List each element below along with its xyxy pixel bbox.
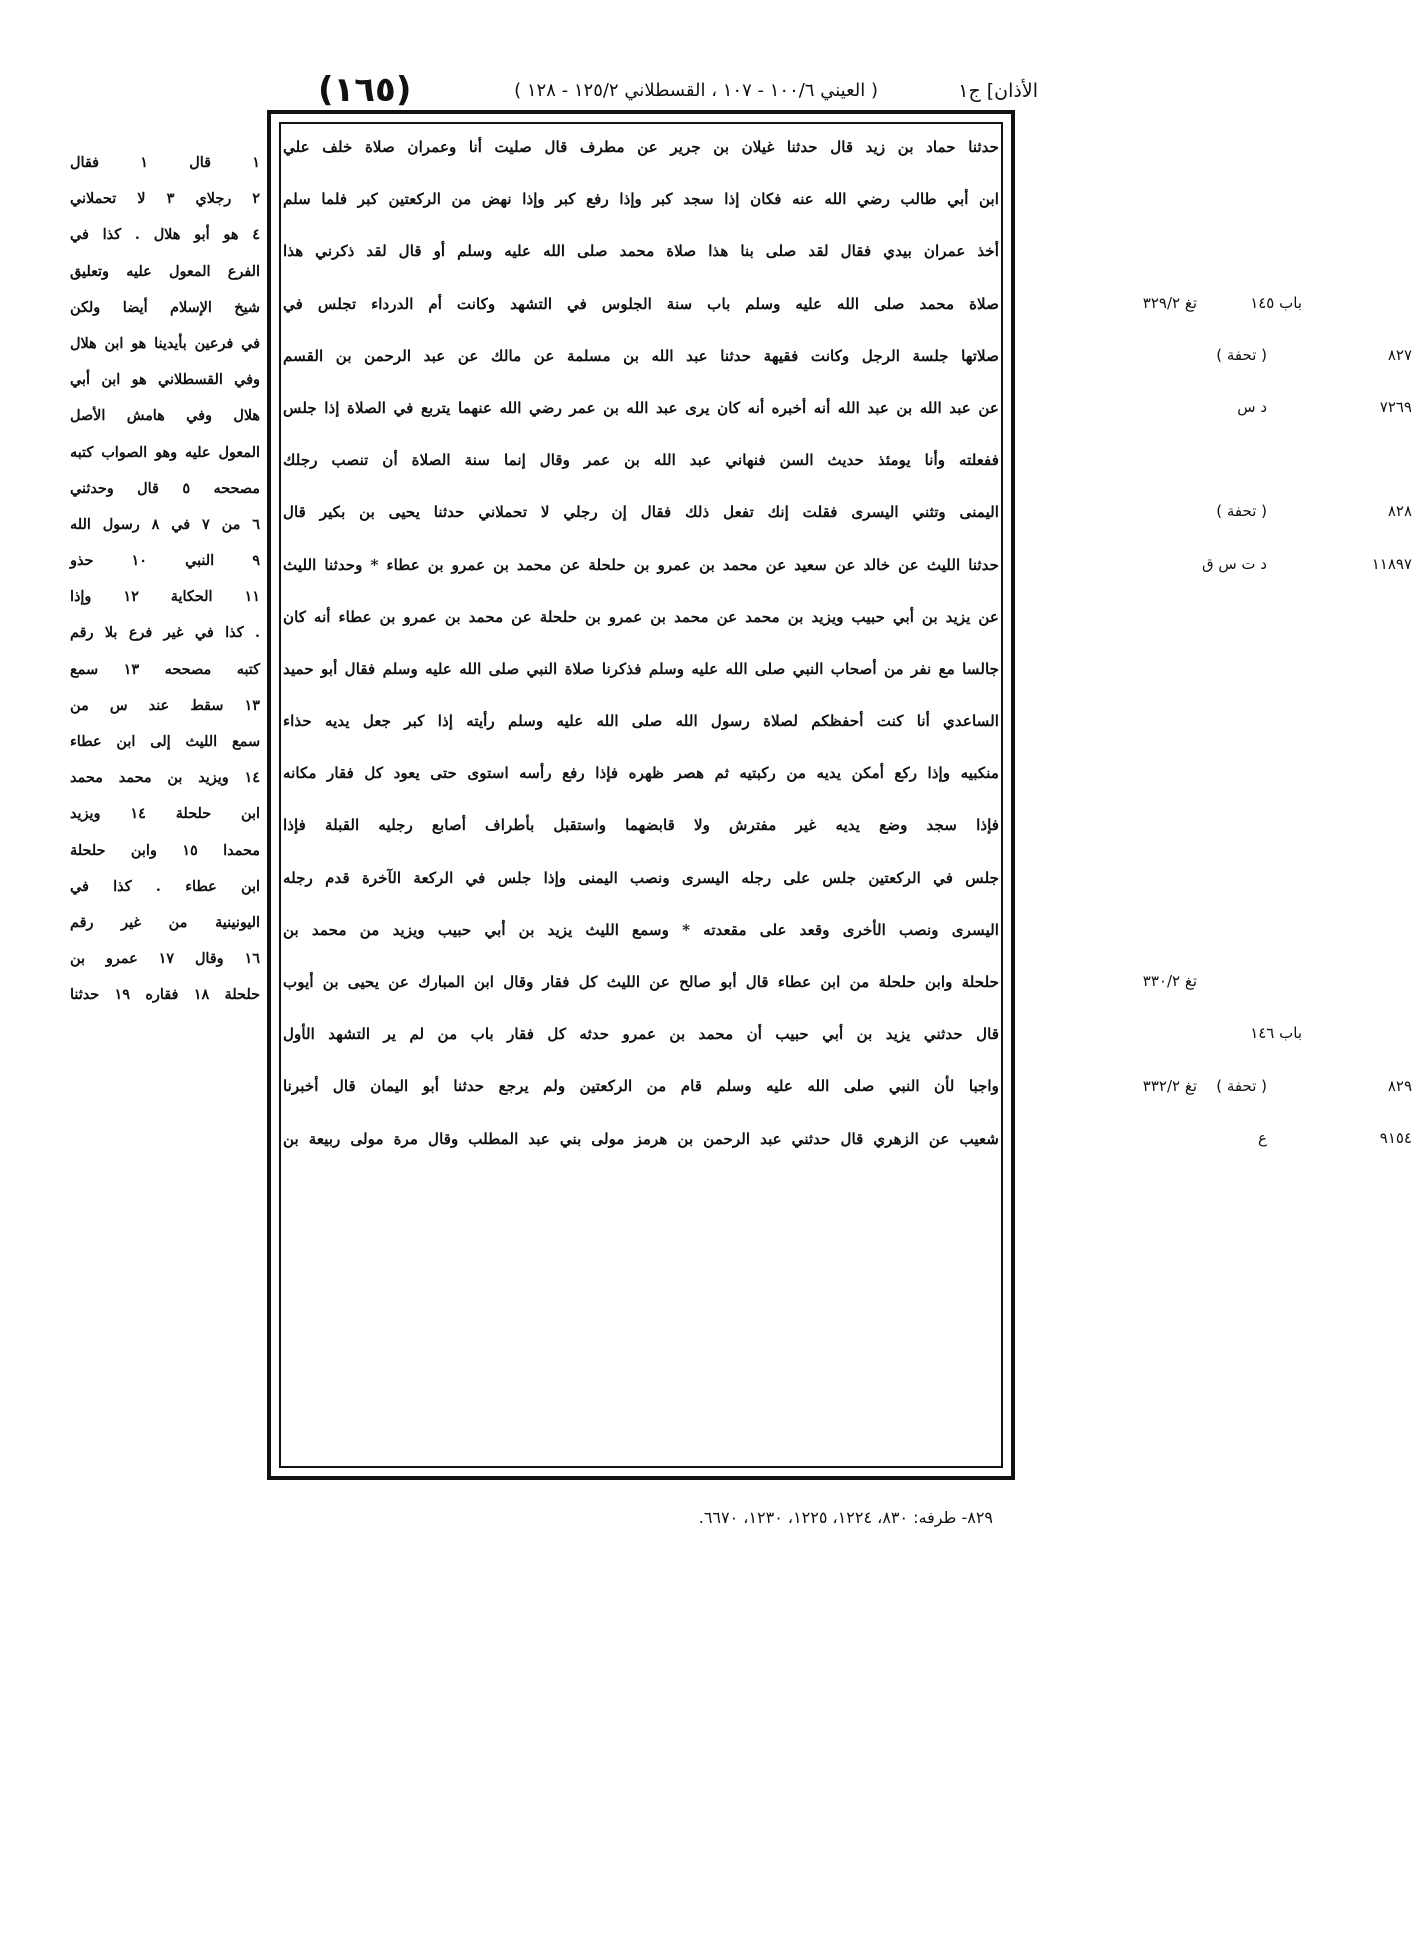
margin-note-line: سمع الليث إلى ابن عطاء	[70, 733, 260, 750]
main-text-line: اليمنى وتثني اليسرى فقلت إنك تفعل ذلك فقال إن رجلي لا تحملاني حدثنا يحيى بن بكير قال	[283, 503, 999, 522]
footnote-cross-reference: ٨٢٩- طرفه: ٨٣٠، ١٢٢٤، ١٢٢٥، ١٢٣٠، ٦٦٧٠.	[698, 1508, 993, 1527]
margin-note-line: ١١ الحكاية ١٢ وإذا	[70, 588, 260, 606]
margin-note-line: ١٣ سقط عند س من	[70, 696, 260, 714]
margin-tuhfa-number: ١١٨٩٧	[1371, 554, 1412, 573]
margin-page-reference: تغ ٣٣٢/٢	[1142, 1076, 1197, 1095]
margin-tuhfa-number: ٩١٥٤	[1379, 1128, 1412, 1147]
margin-note-line: . كذا في غير فرع بلا رقم	[70, 624, 260, 642]
main-text-line: جالسا مع نفر من أصحاب النبي صلى الله عليه وسلم فذكرنا صلاة النبي صلى الله عليه وسلم فقال أبو حميد	[283, 659, 999, 678]
margin-page-reference: تغ ٣٣٠/٢	[1142, 972, 1197, 991]
margin-tuhfa-label: ( تحفة )	[1216, 1076, 1267, 1095]
margin-note-line: في فرعين بأيدينا هو ابن هلال	[70, 334, 260, 352]
page-number: (١٦٥)	[318, 70, 412, 110]
margin-note-line: ١٤ ويزيد بن محمد محمد	[70, 769, 260, 787]
right-margin-references	[1017, 121, 1412, 1321]
margin-tuhfa-label: ( تحفة )	[1216, 502, 1267, 521]
margin-note-line: مصححه ٥ قال وحدثني	[70, 479, 260, 497]
margin-tuhfa-label: ( تحفة )	[1216, 345, 1267, 364]
margin-note-line: حلحلة ١٨ فقاره ١٩ حدثنا	[70, 986, 260, 1004]
margin-page-reference: تغ ٣٢٩/٢	[1142, 293, 1197, 312]
main-text-line: واجبا لأن النبي صلى الله عليه وسلم قام من الركعتين ولم يرجع حدثنا أبو اليمان قال أخبرنا	[283, 1077, 999, 1096]
main-text-line: قال حدثني يزيد بن أبي حبيب أن محمد بن عمرو حدثه كل فقار باب من لم ير التشهد الأول	[283, 1025, 999, 1044]
main-text-line: أخذ عمران بيدي فقال لقد صلى بنا هذا صلاة محمد صلى الله عليه وسلم أو قال لقد ذكرني هذا	[283, 242, 999, 261]
main-text-line: شعيب عن الزهري قال حدثني عبد الرحمن بن هرمز مولى بني عبد المطلب وقال مرة مولى ربيعة بن	[283, 1129, 999, 1148]
main-text-line: ففعلته وأنا يومئذ حديث السن فنهاني عبد الله بن عمر وقال إنما سنة الصلاة أن تنصب رجلك	[283, 451, 999, 470]
margin-note-line: ١٦ وقال ١٧ عمرو بن	[70, 950, 260, 968]
margin-note-line: كتبه مصححه ١٣ سمع	[70, 660, 260, 678]
margin-source-sigla: د ت س ق	[1201, 554, 1267, 573]
margin-bab-label: باب ١٤٥	[1250, 293, 1302, 312]
main-text-line: منكبيه وإذا ركع أمكن يديه من ركبتيه ثم هصر ظهره فإذا رفع رأسه استوى حتى يعود كل فقار مكانه	[283, 764, 999, 783]
main-text-line: اليسرى ونصب الأخرى وقعد على مقعدته * وسمع الليث يزيد بن أبي حبيب ويزيد من محمد بن	[283, 920, 999, 939]
margin-note-line: اليونينية من غير رقم	[70, 913, 260, 931]
main-text-block	[275, 121, 1007, 1165]
running-header-references: ( العيني ١٠٠/٦ - ١٠٧ ، القسطلاني ١٢٥/٢ - ١٢٨ )	[514, 80, 878, 101]
margin-note-line: ١ قال ١ فقال	[70, 154, 260, 171]
margin-source-sigla: د س	[1237, 398, 1267, 416]
margin-note-line: ٢ رجلاي ٣ لا تحملاني	[70, 190, 260, 208]
margin-note-line: وفي القسطلاني هو ابن أبي	[70, 371, 260, 389]
main-text-line: ابن أبي طالب رضي الله عنه فكان إذا سجد كبر وإذا رفع كبر وإذا نهض من الركعتين كبر فلما سلم	[283, 190, 999, 209]
left-margin-variant-notes	[70, 145, 260, 1014]
margin-tuhfa-number: ٨٢٩	[1387, 1076, 1412, 1095]
margin-note-line: هلال وفي هامش الأصل	[70, 407, 260, 425]
margin-tuhfa-number: ٨٢٨	[1387, 502, 1412, 521]
margin-note-line: الفرع المعول عليه وتعليق	[70, 262, 260, 280]
main-text-line: صلاة محمد صلى الله عليه وسلم باب سنة الجلوس في التشهد وكانت أم الدرداء تجلس في	[283, 294, 999, 313]
margin-note-line: ٤ هو أبو هلال . كذا في	[70, 226, 260, 244]
main-text-line: جلس في الركعتين جلس على رجله اليسرى ونصب اليمنى وإذا جلس في الركعة الآخرة قدم رجله	[283, 868, 1000, 887]
margin-source-sigla: ع	[1258, 1128, 1267, 1147]
main-text-line: حلحلة وابن حلحلة من ابن عطاء قال أبو صالح عن الليث كل فقار وقال ابن المبارك عن يحيى بن أيوب	[283, 973, 999, 991]
main-text-line: عن عبد الله بن عبد الله أنه أخبره أنه كان يرى عبد الله بن عمر رضي الله عنهما يتربع في الصلاة إذا جلس	[283, 398, 999, 417]
margin-tuhfa-number: ٧٢٦٩	[1379, 398, 1412, 416]
margin-note-line: محمدا ١٥ وابن حلحلة	[70, 841, 260, 859]
main-text-line: عن يزيد بن أبي حبيب ويزيد بن محمد عن محمد بن عمرو بن حلحلة عن محمد بن عمرو بن عطاء أنه كان	[283, 607, 999, 626]
margin-tuhfa-number: ٨٢٧	[1387, 345, 1412, 364]
margin-bab-label: باب ١٤٦	[1250, 1024, 1302, 1043]
main-text-line: حدثنا حماد بن زيد قال حدثنا غيلان بن جرير عن مطرف قال صليت أنا وعمران صلاة خلف علي	[283, 138, 999, 156]
main-text-line: الساعدي أنا كنت أحفظكم لصلاة رسول الله صلى الله عليه وسلم رأيته إذا كبر جعل يديه حذاء	[283, 712, 999, 731]
margin-note-line: شيخ الإسلام أيضا ولكن	[70, 298, 260, 316]
margin-note-line: ٦ من ٧ في ٨ رسول الله	[70, 515, 260, 533]
main-text-line: صلاتها جلسة الرجل وكانت فقيهة حدثنا عبد الله بن مسلمة عن مالك عن عبد الرحمن بن القسم	[283, 346, 999, 365]
main-text-line: حدثنا الليث عن خالد عن سعيد عن محمد بن عمرو بن حلحلة عن محمد بن عمرو بن عطاء * وحدثنا الليث	[283, 555, 999, 574]
main-text-line: فإذا سجد وضع يديه غير مفترش ولا قابضهما واستقبل بأطراف أصابع رجليه القبلة فإذا	[283, 816, 999, 835]
margin-note-line: المعول عليه وهو الصواب كتبه	[70, 443, 260, 461]
margin-note-line: ابن عطاء . كذا في	[70, 877, 260, 895]
margin-note-line: ٩ النبي ١٠ حذو	[70, 552, 260, 570]
margin-note-line: ابن حلحلة ١٤ ويزيد	[70, 805, 260, 823]
running-header-chapter: الأذان] ج١	[958, 80, 1038, 102]
